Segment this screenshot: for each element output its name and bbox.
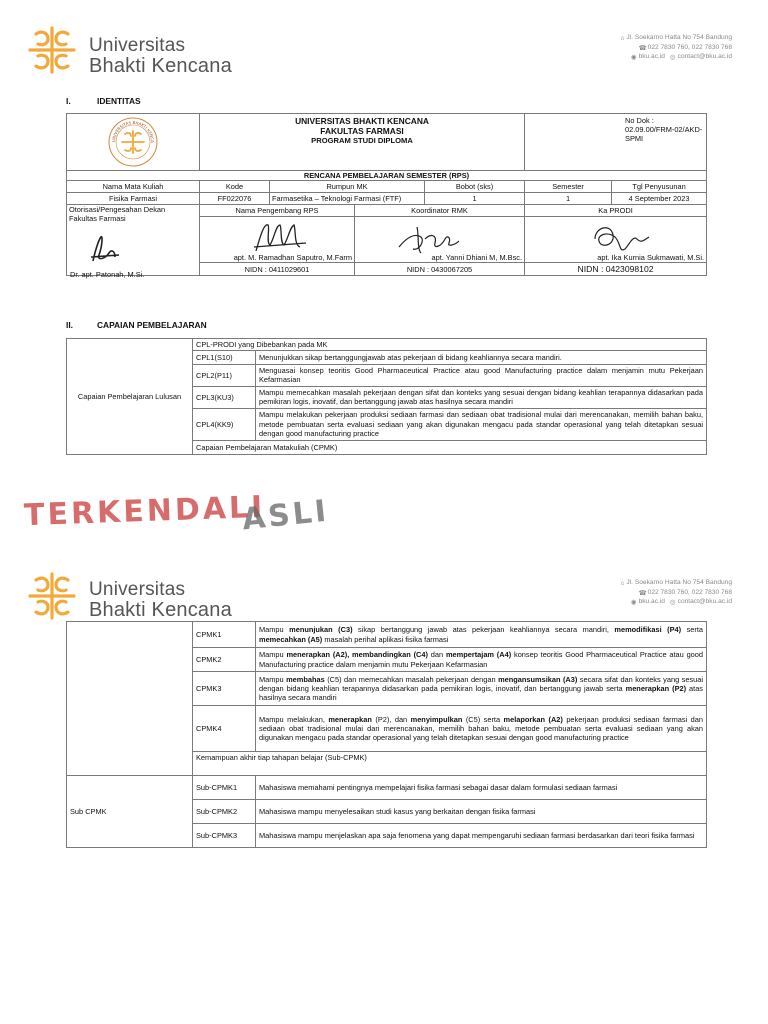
address-text: Jl. Soekarno Hatta No 754 Bandung (626, 579, 732, 586)
doc-no-cell (525, 114, 707, 171)
section1-title: IDENTITAS (97, 96, 141, 106)
coordinator-nidn: NIDN : 0430067205 (355, 263, 525, 276)
email-text: contact@bku.ac.id (677, 53, 732, 60)
head-nidn: NIDN : 0423098102 (525, 263, 707, 276)
course-semester: 1 (525, 193, 612, 205)
cpmk-text (256, 672, 707, 706)
sub-cpmk-label: Sub CPMK (67, 776, 193, 848)
cpmk-code: CPMK3 (193, 672, 256, 706)
sub-cpmk-header: Kemampuan akhir tiap tahapan belajar (Sub-CPMK) (193, 752, 707, 776)
university-name-line2: Bhakti Kencana (89, 599, 232, 621)
sub-cpmk-code: Sub-CPMK1 (193, 776, 256, 800)
section2-title: CAPAIAN PEMBELAJARAN (97, 320, 207, 330)
cpmk-keyword: menunjukan (C3) (289, 625, 353, 635)
role-head: Ka PRODI (525, 205, 707, 217)
sub-cpmk-text: Mahasiswa mampu menjelaskan apa saja fenomena yang dapat mempengaruhi sediaan farmasi berdasarkan dari teori fisika farmasi (256, 824, 707, 848)
cpmk-text-fragment: Mampu (259, 650, 287, 660)
course-date: 4 September 2023 (612, 193, 707, 205)
header-course-name: Nama Mata Kuliah (67, 181, 200, 193)
sub-cpmk-text: Mahasiswa memahami pentingnya mempelajari fisika farmasi sebagai dasar dalam formulasi sediaan farmasi (256, 776, 707, 800)
contact-block (512, 578, 732, 607)
cpmk-text-fragment: sikap bertanggung jawab atas pekerjaan keahliannya secara mandiri, (352, 625, 615, 635)
web-icon: ◉ (630, 599, 637, 606)
header-date: Tgl Penyusunan (612, 181, 707, 193)
cpmk-text-fragment: secara sifat dan konteks yang sesuai dengan bidang keahlian terapannya didasarkan pada pemikiran logis, inovatif, dan bertanggung jawab serta (259, 674, 704, 693)
phone-text: 022 7830 760, 022 7830 768 (647, 588, 732, 596)
page2-header (0, 550, 768, 630)
sub-cpmk-text: Mahasiswa mampu menyelesaikan studi kasus yang berkaitan dengan fisika farmasi (256, 800, 707, 824)
institution-line3: PROGRAM STUDI DIPLOMA (311, 136, 413, 145)
institution-line2: FAKULTAS FARMASI (320, 126, 404, 136)
cpl-header: CPL-PRODI yang Dibebankan pada MK (193, 339, 707, 351)
course-header-row (67, 181, 707, 193)
institution-line1: UNIVERSITAS BHAKTI KENCANA (295, 116, 429, 126)
cpmk-text-fragment: Mampu (259, 674, 287, 684)
role-developer: Nama Pengembang RPS (200, 205, 355, 217)
cpmk-row (67, 622, 707, 648)
university-logo-icon (26, 570, 78, 622)
cpl-code: CPL2(P11) (193, 365, 256, 386)
cpmk-keyword: membahas (286, 674, 325, 684)
stamp-controlled-text: TERKENDALI (23, 489, 266, 534)
phone-icon: ☎ (638, 589, 647, 597)
cpmk-keyword: memecahkan (A5) (259, 634, 323, 644)
cpmk-code: CPMK1 (193, 622, 256, 648)
cpmk-text (256, 648, 707, 672)
auth-label: Otorisasi/Pengesahan Dekan Fakultas Farmasi (69, 205, 166, 224)
stamp-controlled (18, 488, 266, 536)
stamp-original-text: ASLI (240, 493, 331, 538)
cpmk-text-fragment: (P2), dan (371, 714, 411, 724)
developer-sign-cell (200, 217, 355, 263)
website-text: bku.ac.id (638, 598, 665, 605)
university-logo-icon (26, 24, 78, 76)
cpmk-keyword: memodifikasi (P4) (614, 625, 682, 635)
cpmk-keyword: melaporkan (A2) (503, 714, 563, 724)
location-icon: ⌂ (620, 35, 625, 42)
course-credits: 1 (425, 193, 525, 205)
contact-block (512, 33, 732, 62)
cpmk-text-fragment: Mampu melakukan, (259, 714, 329, 724)
cpmk-text (256, 706, 707, 752)
section2-number: II. (66, 320, 73, 330)
institution-cell (200, 114, 525, 171)
role-coordinator: Koordinator RMK (355, 205, 525, 217)
cpmk-keyword: menerapkan (A2), membandingkan (C4) (286, 650, 428, 660)
university-seal-icon (107, 116, 159, 168)
cpmk-text (256, 622, 707, 648)
cpl-table (66, 338, 707, 455)
seal-cell (67, 114, 200, 171)
cpmk-text-fragment: dan (427, 650, 446, 660)
web-icon: ◉ (630, 54, 637, 61)
cpmk-keyword: menerapkan (P2) (625, 683, 687, 693)
email-icon: ◎ (669, 599, 676, 606)
header-code: Kode (200, 181, 270, 193)
svg-text:UNIVERSITAS BHAKTI KENCANA (107, 116, 155, 143)
page1-header (0, 0, 768, 80)
cpmk-header: Capaian Pembelajaran Matakuliah (CPMK) (193, 440, 707, 454)
header-semester: Semester (525, 181, 612, 193)
head-name: apt. Ika Kurnia Sukmawati, M.Si. (597, 253, 705, 262)
course-code: FF022076 (200, 193, 270, 205)
location-icon: ⌂ (620, 580, 625, 587)
cpmk-code: CPMK4 (193, 706, 256, 752)
cpmk-blank-cell (67, 622, 193, 776)
cpl-code: CPL4(KK9) (193, 408, 256, 440)
developer-signature-icon (250, 217, 310, 257)
university-name-line2: Bhakti Kencana (89, 55, 232, 77)
course-value-row (67, 193, 707, 205)
phone-text: 022 7830 760, 022 7830 768 (647, 43, 732, 51)
cpmk-keyword: mempertajam (A4) (445, 650, 512, 660)
cpl-text: Menguasai konsep teoritis Good Pharmaceutical Practice atau good Manufacturing practice dalam menjamin mutu Pekerjaan Kefarmasian (256, 365, 707, 386)
cpmk-keyword: menyimpulkan (410, 714, 463, 724)
cpl-code: CPL3(KU3) (193, 386, 256, 408)
head-sign-cell (525, 217, 707, 263)
cpl-text: Mampu memecahkan masalah pekerjaan dengan sifat dan konteks yang sesuai dengan bidang keahlian terapannya didasarkan pada pemikiran logis, inovatif, dan bertanggung jawab atas hasilnya secara mandiri (256, 386, 707, 408)
university-name-line1: Universitas (89, 579, 186, 600)
developer-nidn: NIDN : 0411029601 (200, 263, 355, 276)
coordinator-name: apt. Yanni Dhiani M, M.Bsc. (431, 253, 523, 262)
section1-number: I. (66, 96, 71, 106)
cpmk-text-fragment: masalah perihal aplikasi fisika farmasi (322, 634, 449, 644)
email-icon: ◎ (669, 54, 676, 61)
header-group: Rumpun MK (270, 181, 425, 193)
university-name-line1: Universitas (89, 35, 186, 56)
developer-name: apt. M. Ramadhan Saputro, M.Farm (233, 253, 352, 262)
cpmk-table (66, 621, 707, 848)
cpmk-keyword: menerapkan (328, 714, 372, 724)
cpmk-text-fragment: pekerjaan produksi sediaan farmasi dan sediaan obat tradisional mulai dari merencanakan, memilih bahan baku, metode pembuatan serta evaluasi sediaan yang akan digunakan mengacu pada standar operasional yang telah ditetapkan sesuai dengan good manufacturing practice (259, 714, 703, 743)
website-text: bku.ac.id (638, 53, 665, 60)
dean-signature-icon (85, 231, 135, 267)
identity-table (66, 113, 707, 280)
sub-cpmk-row (67, 776, 707, 800)
course-group: Farmasetika – Teknologi Farmasi (FTF) (270, 193, 425, 205)
dean-name: Dr. apt. Patonah, M.Si. (70, 270, 145, 280)
seal-text: UNIVERSITAS BHAKTI KENCA (110, 119, 156, 143)
doc-no: No Dok : 02.09.00/FRM-02/AKD-SPMI (625, 116, 703, 144)
cpmk-text-fragment: konsep teoritis Good Pharmaceutical Practice atau good Manufacturing practice dalam menjamin mutu Pekerjaan Kefarmasian (259, 650, 704, 669)
cpl-text: Menunjukkan sikap bertanggungjawab atas pekerjaan di bidang keahliannya secara mandiri. (256, 351, 707, 365)
cpl-text: Mampu melakukan pekerjaan produksi sediaan farmasi dan sediaan obat tradisional mulai dari merencanakan, memilih bahan baku, metode pembuatan serta evaluasi sediaan yang akan digunakan mengacu pada standar operasional yang telah ditetapkan sesuai dengan good manufacturing practice (256, 408, 707, 440)
sub-cpmk-code: Sub-CPMK3 (193, 824, 256, 848)
sub-cpmk-code: Sub-CPMK2 (193, 800, 256, 824)
header-credits: Bobot (sks) (425, 181, 525, 193)
address-text: Jl. Soekarno Hatta No 754 Bandung (626, 34, 732, 41)
cpmk-keyword: mengansumsikan (A3) (498, 674, 578, 684)
rps-title: RENCANA PEMBELAJARAN SEMESTER (RPS) (67, 171, 707, 181)
cpmk-text-fragment: serta (681, 625, 704, 635)
course-name: Fisika Farmasi (67, 193, 200, 205)
cpl-main-label: Capaian Pembelajaran Lulusan (67, 339, 193, 455)
phone-icon: ☎ (638, 44, 647, 52)
dean-cell (67, 205, 200, 280)
cpmk-text-fragment: Mampu (259, 625, 290, 635)
cpmk-text-fragment: (C5) serta (462, 714, 504, 724)
email-text: contact@bku.ac.id (677, 598, 732, 605)
cpmk-code: CPMK2 (193, 648, 256, 672)
cpmk-text-fragment: (C5) dan memecahkan masalah pekerjaan dengan (324, 674, 499, 684)
cpl-code: CPL1(S10) (193, 351, 256, 365)
cpmk-text-fragment: atas hasilnya secara mandiri (259, 683, 703, 703)
coordinator-sign-cell (355, 217, 525, 263)
